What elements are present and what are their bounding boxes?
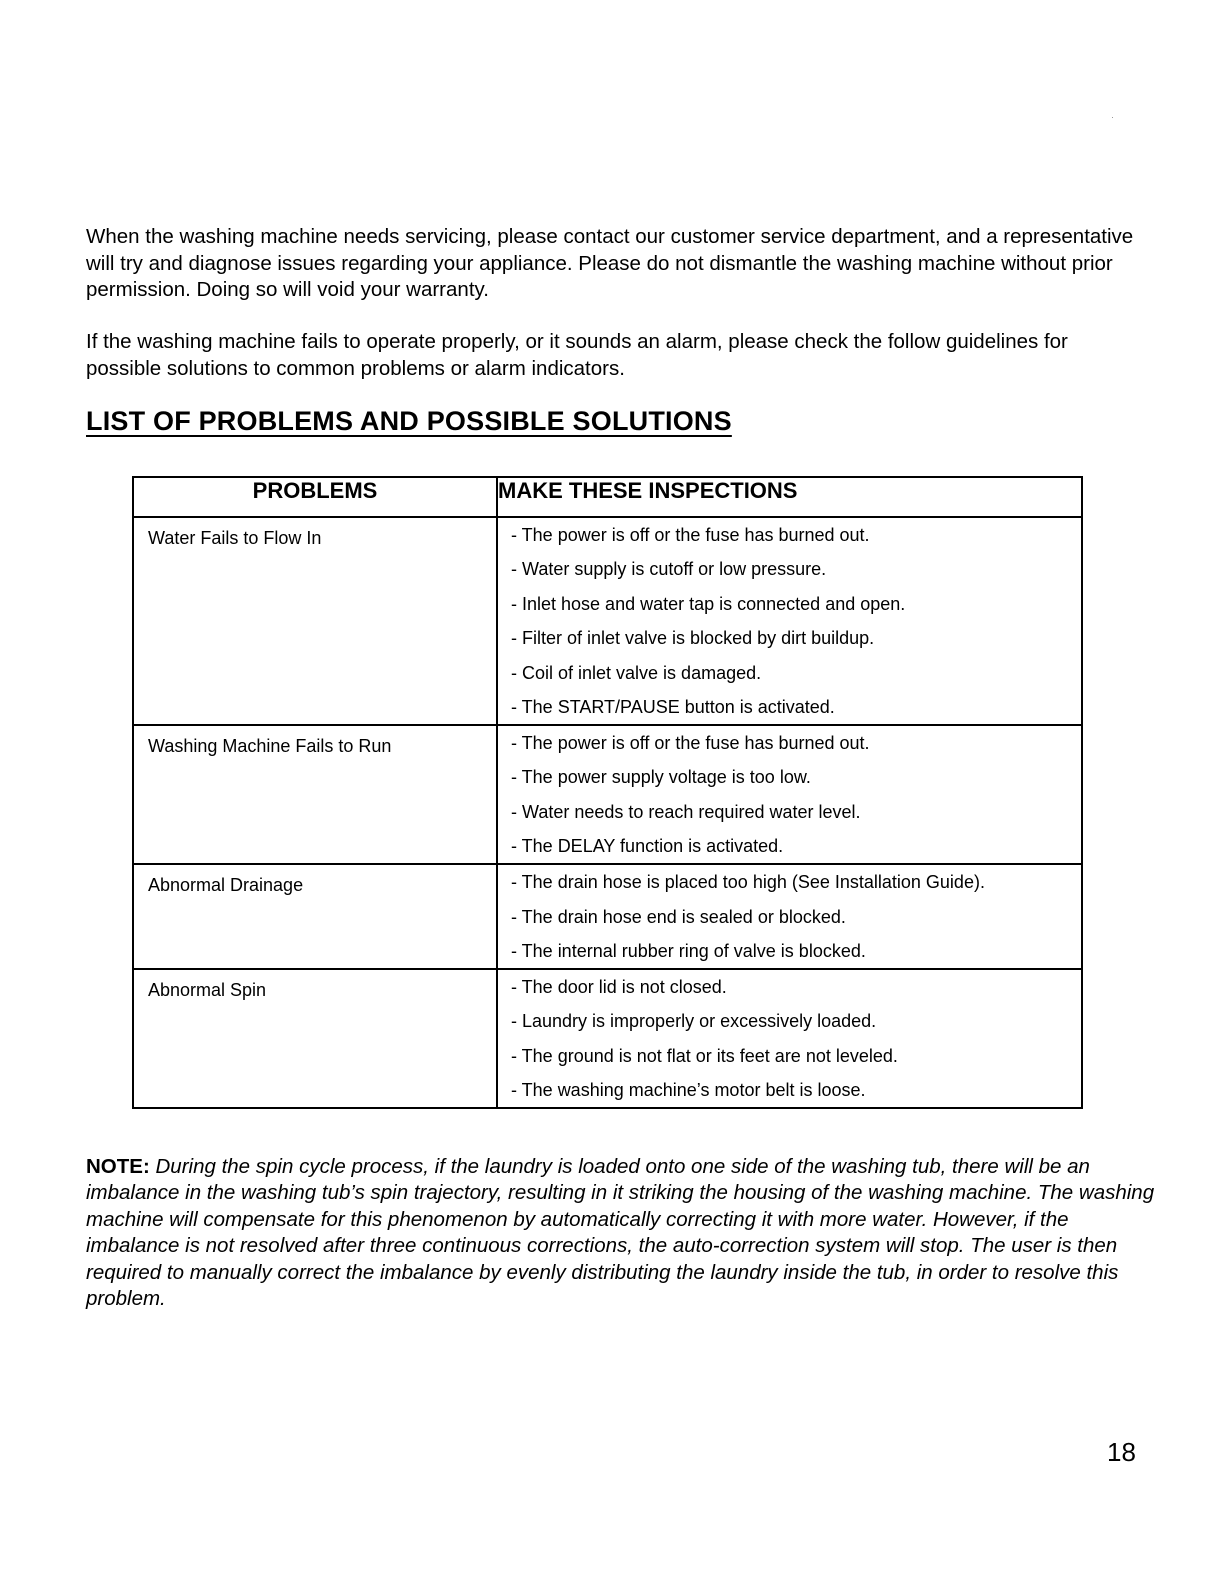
inspection-item: - The power supply voltage is too low. (511, 767, 811, 788)
scan-speck (1112, 117, 1113, 118)
table-header-row (133, 477, 1082, 517)
inspection-item: - Filter of inlet valve is blocked by dirt buildup. (511, 628, 875, 649)
inspection-item: - The power is off or the fuse has burned out. (511, 525, 870, 545)
problem-cell: Water Fails to Flow In (133, 517, 497, 725)
inspection-item: - Water needs to reach required water level. (511, 801, 861, 822)
inspection-item: - The DELAY function is activated. (511, 836, 784, 857)
inspection-item: - The washing machine’s motor belt is loose. (511, 1080, 866, 1101)
header-problems: PROBLEMS (133, 477, 497, 517)
inspection-item: - The drain hose is placed too high (See Installation Guide). (511, 872, 985, 893)
inspection-item: - Laundry is improperly or excessively loaded. (511, 1011, 877, 1032)
table-row (133, 969, 1082, 1108)
page-number: 18 (1107, 1437, 1136, 1467)
problem-cell: Abnormal Drainage (133, 864, 497, 969)
inspection-item: - The internal rubber ring of valve is blocked. (511, 940, 866, 961)
section-heading: LIST OF PROBLEMS AND POSSIBLE SOLUTIONS (86, 406, 732, 436)
table-body (133, 517, 1082, 1108)
problem-cell: Abnormal Spin (133, 969, 497, 1108)
inspection-item: - Coil of inlet valve is damaged. (511, 662, 762, 683)
inspection-item: - The START/PAUSE button is activated. (511, 696, 835, 717)
table-row (133, 864, 1082, 969)
inspections-cell (497, 864, 1082, 969)
note-label: NOTE: (86, 1155, 150, 1178)
table-row (133, 725, 1082, 864)
inspection-item: - The drain hose end is sealed or blocked. (511, 906, 846, 927)
inspections-cell (497, 969, 1082, 1108)
table-row (133, 517, 1082, 725)
intro-paragraph-guidelines: If the washing machine fails to operate properly, or it sounds an alarm, please check the follow guidelines for possible solutions to common problems or alarm indicators. (86, 330, 1068, 380)
header-inspections: MAKE THESE INSPECTIONS (497, 477, 1082, 517)
note-paragraph (86, 1154, 1156, 1312)
inspection-item: - The power is off or the fuse has burned out. (511, 732, 870, 753)
inspections-cell (497, 725, 1082, 864)
intro-paragraph-service: When the washing machine needs servicing, please contact our customer service department, and a representative will try and diagnose issues regarding your appliance. Please do not dismantle the washing machine without prior permission. Doing so will void your warranty. (86, 225, 1134, 301)
inspection-item: - Water supply is cutoff or low pressure. (511, 559, 827, 580)
problems-table (132, 476, 1083, 1109)
inspections-cell (497, 517, 1082, 725)
inspection-item: - Inlet hose and water tap is connected and open. (511, 593, 906, 614)
inspection-item: - The ground is not flat or its feet are not leveled. (511, 1045, 898, 1066)
note-text: During the spin cycle process, if the laundry is loaded onto one side of the washing tub, there will be an imbalance in the washing tub’s spin trajectory, resulting in it striking the housing of the washing machine. The washing machine will compensate for this phenomenon by automatically correcting it with more water. However, if the imbalance is not resolved after three continuous corrections, the auto-correction system will stop. The user is then required to manually correct the imbalance by evenly distributing the laundry inside the tub, in order to resolve this problem. (86, 1155, 1155, 1311)
inspection-item: - The door lid is not closed. (511, 976, 727, 997)
problem-cell: Washing Machine Fails to Run (133, 725, 497, 864)
